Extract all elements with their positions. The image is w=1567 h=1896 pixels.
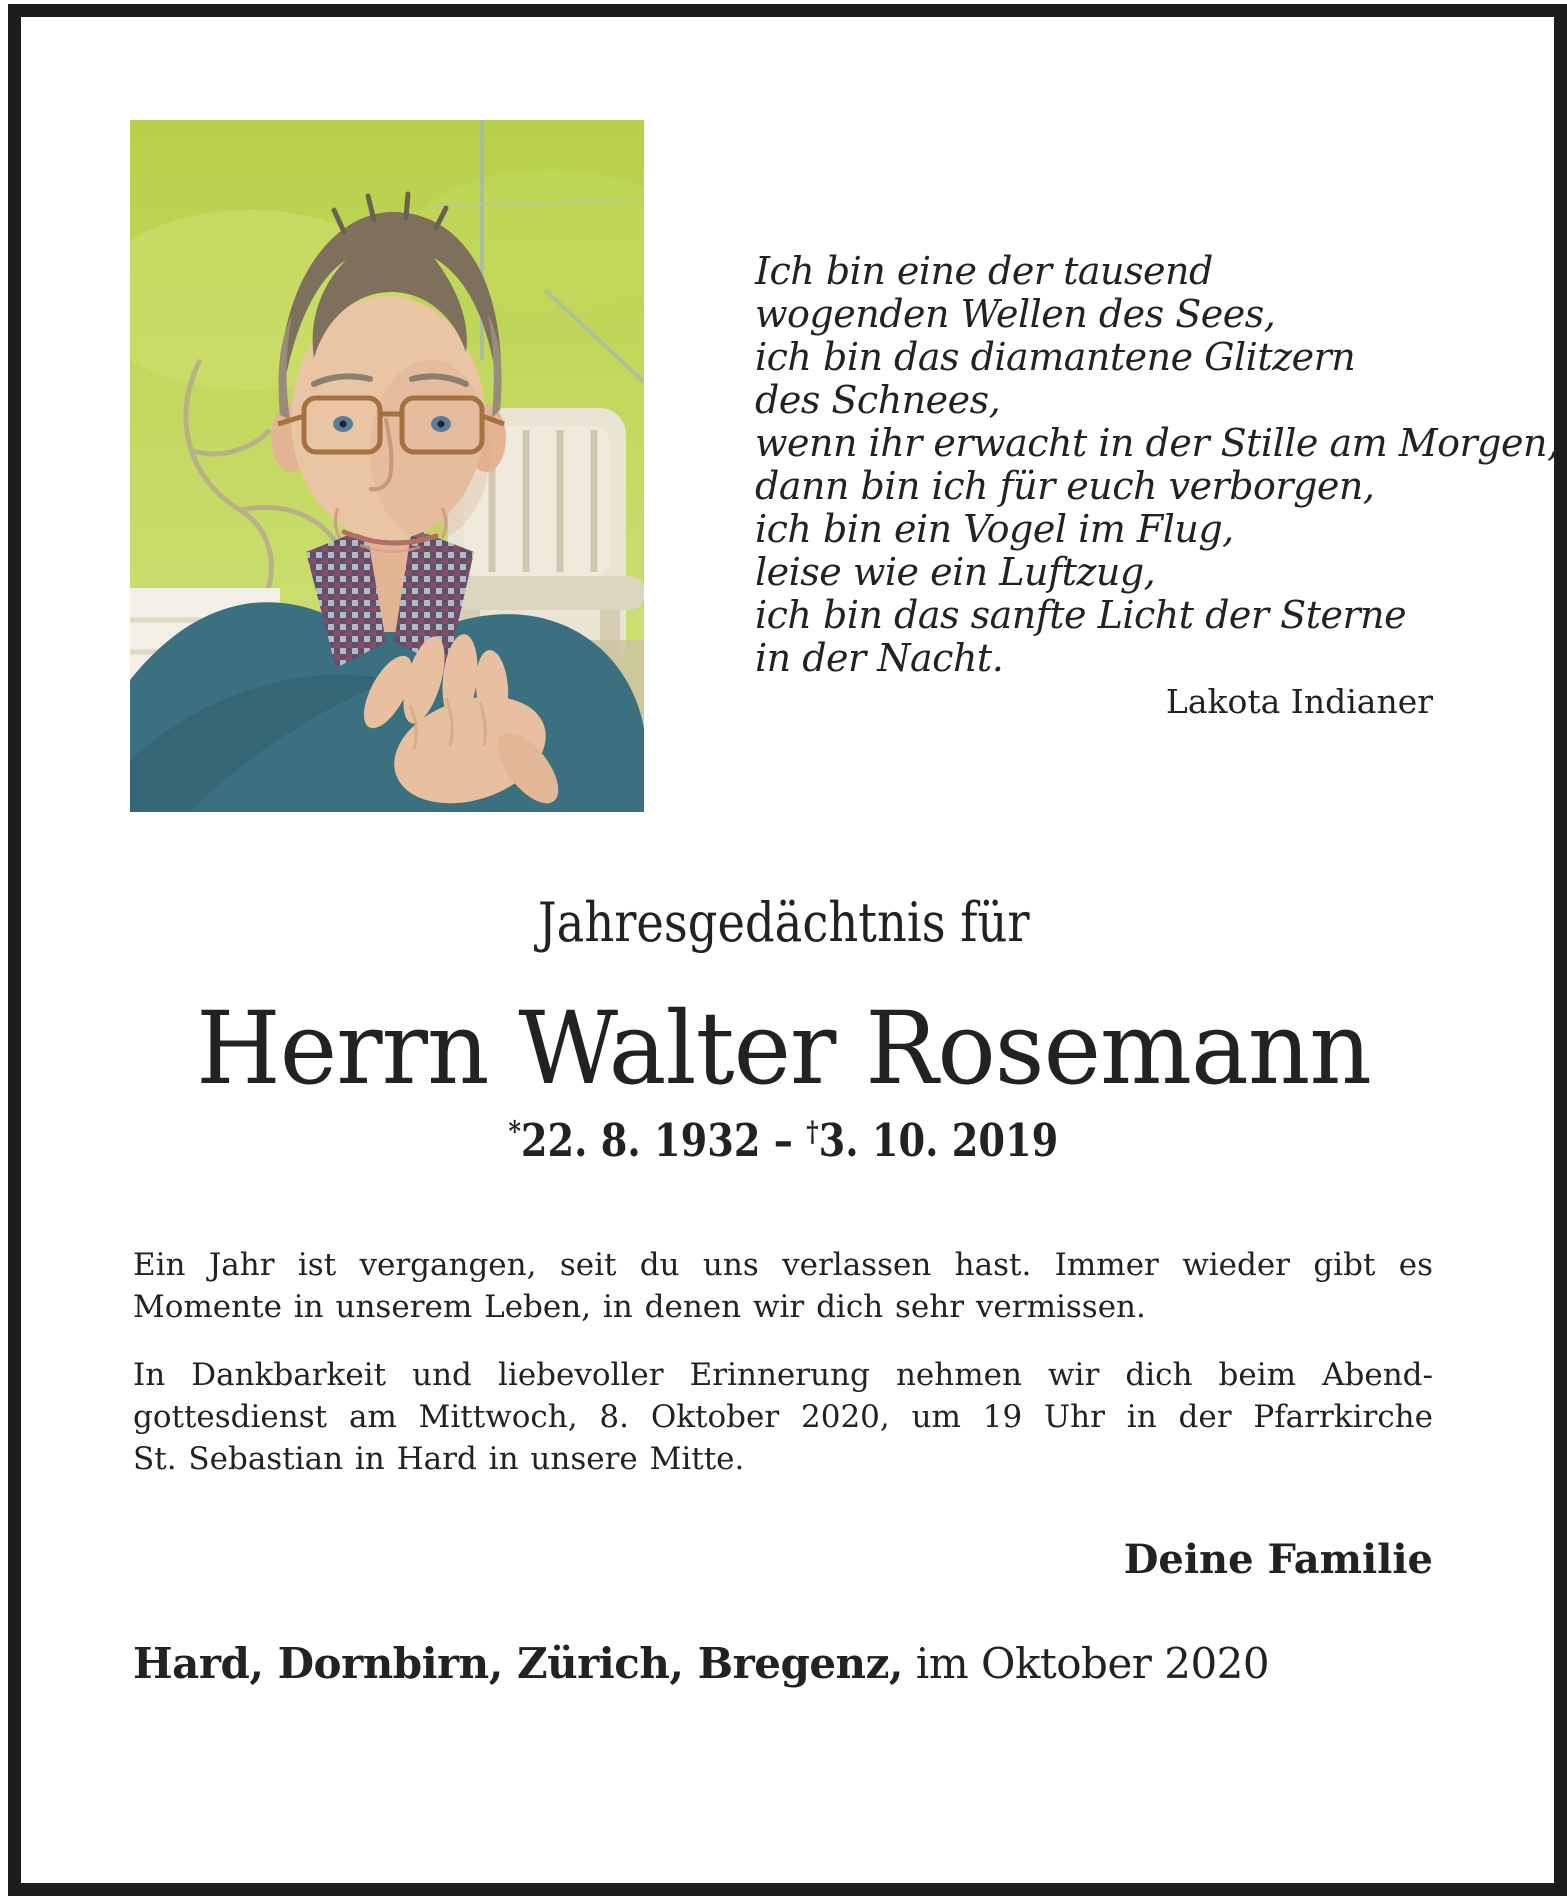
poem-line: Ich bin eine der tausend (755, 249, 1213, 293)
poem-line: ich bin das diamantene Glitzern (755, 335, 1356, 379)
paragraph-line: In Dankbarkeit und liebevoller Erinnerung nehmen wir dich beim Abend- (133, 1357, 1433, 1393)
deceased-name (0, 990, 1567, 1107)
footer-date: im Oktober 2020 (903, 1639, 1270, 1688)
poem-line: in der Nacht. (755, 636, 1004, 680)
birth-date: 22. 8. 1932 (521, 1114, 761, 1167)
paragraph-line: Ein Jahr ist vergangen, seit du uns verlassen hast. Immer wieder gibt es (133, 1247, 1433, 1283)
dates-separator: – (760, 1114, 807, 1167)
memorial-poem (755, 250, 1559, 680)
poem-line: des Schnees, (755, 378, 1001, 422)
portrait-photo (130, 120, 644, 812)
poem-line: dann bin ich für euch verborgen, (755, 464, 1375, 508)
poem-line: ich bin das sanfte Licht der Sterne (755, 593, 1407, 637)
paragraph-line: gottesdienst am Mittwoch, 8. Oktober 2020, um 19 Uhr in der Pfarrkirche (133, 1399, 1433, 1435)
paragraph-line: St. Sebastian in Hard in unsere Mitte. (133, 1441, 745, 1477)
paragraph-remembrance (133, 1244, 1433, 1328)
paragraph-service-invitation (133, 1354, 1433, 1480)
memorial-intro-text: Jahresgedächtnis für (537, 891, 1030, 954)
death-symbol: † (806, 1114, 819, 1148)
poem-line: wenn ihr erwacht in der Stille am Morgen, (755, 421, 1559, 465)
memorial-intro-heading (0, 893, 1567, 953)
poem-line: leise wie ein Luftzug, (755, 550, 1156, 594)
poem-line: wogenden Wellen des Sees, (755, 292, 1276, 336)
birth-symbol: * (508, 1114, 522, 1148)
life-dates (0, 1116, 1567, 1172)
deceased-name-text: Herrn Walter Rosemann (196, 990, 1371, 1107)
footer-cities: Hard, Dornbirn, Zürich, Bregenz, (133, 1639, 904, 1688)
death-date: 3. 10. 2019 (818, 1114, 1059, 1167)
footer-place-date (133, 1640, 1269, 1688)
poem-attribution: Lakota Indianer (1165, 682, 1433, 721)
life-dates-text (509, 1116, 1059, 1172)
paragraph-line: Momente in unserem Leben, in denen wir dich sehr vermissen. (133, 1289, 1146, 1325)
poem-line: ich bin ein Vogel im Flug, (755, 507, 1234, 551)
family-signature: Deine Familie (1123, 1536, 1433, 1583)
